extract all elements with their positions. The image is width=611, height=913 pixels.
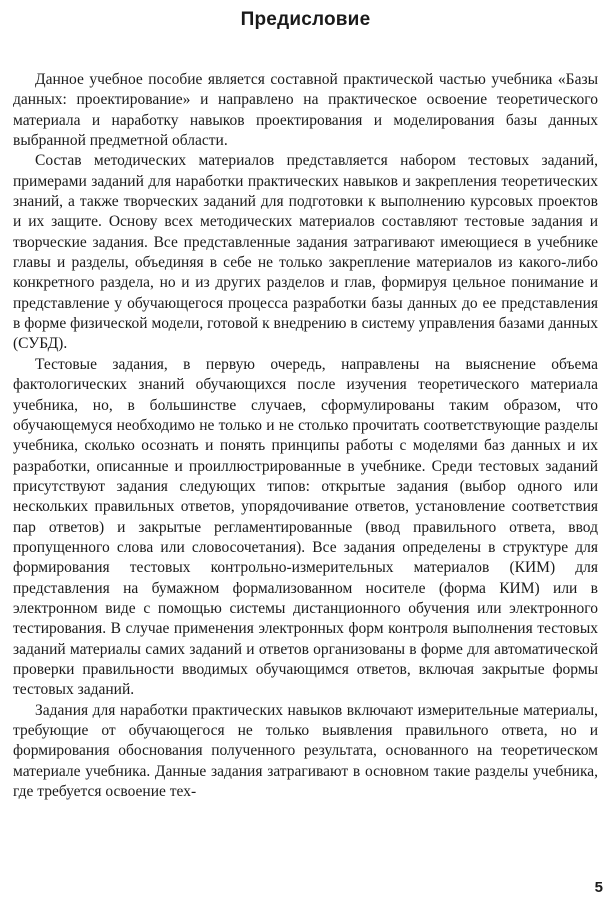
paragraph: Данное учебное пособие является составной практической частью учебника «Базы данных: проектирование» и направлено на практическое освоение теоретического материала и наработку навыков проектирования и моделирования базы данных выбранной предметной области. <box>13 71 598 150</box>
paragraph: Задания для наработки практических навыков включают измерительные материалы, требующие от обучающегося не только выявления правильного ответа, но и формирования обоснования полученного результата, основанного на теоретическом материале учебника. Данные задания затрагивают в основном такие разделы учебника, где требуется освоение тех- <box>13 701 598 801</box>
page-number: 5 <box>594 879 603 896</box>
page-title: Предисловие <box>240 9 371 30</box>
body-text <box>13 70 598 802</box>
paragraph: Тестовые задания, в первую очередь, направлены на выяснение объема фактологических знаний обучающихся после изучения теоретического материала учебника, но, в большинстве случаев, сформулированы таким образом, что обучающемуся необходимо не только и не столько прочитать соответствующие разделы учебника, сколько осознать и понять принципы работы с моделями баз данных и их разработки, описанные и проиллюстрированные в учебнике. Среди тестовых заданий присутствуют задания следующих типов: открытые задания (выбор одного или нескольких правильных ответов, упорядочивание ответов, установление соответствия пар ответов) и закрытые регламентированные (ввод правильного ответа, ввод пропущенного слова или словосочетания). Все задания определены в структуре для формирования тестовых контрольно-измерительных материалов (КИМ) для представления на бумажном формализованном носителе (форма КИМ) или в электронном виде с помощью системы дистанционного обучения или электронного тестирования. В случае применения электронных форм контроля выполнения тестовых заданий материалы самих заданий и ответов организованы в форме для автоматической проверки правильности вводимых обучающимся ответов, включая закрытые формы тестовых заданий. <box>13 355 598 699</box>
paragraph: Состав методических материалов представляется набором тестовых заданий, примерами заданий для наработки практических навыков и закрепления теоретических знаний, а также творческих заданий для подготовки к выполнению курсовых проектов и их защите. Основу всех методических материалов составляют тестовые задания и творческие задания. Все представленные задания затрагивают имеющиеся в учебнике главы и разделы, объединяя в себе не только закрепление материалов из какого-либо конкретного раздела, но и из других разделов и глав, формируя цельное понимание и представление у обучающегося процесса разработки базы данных до ее представления в форме физической модели, готовой к внедрению в систему управления базами данных (СУБД). <box>13 152 598 353</box>
